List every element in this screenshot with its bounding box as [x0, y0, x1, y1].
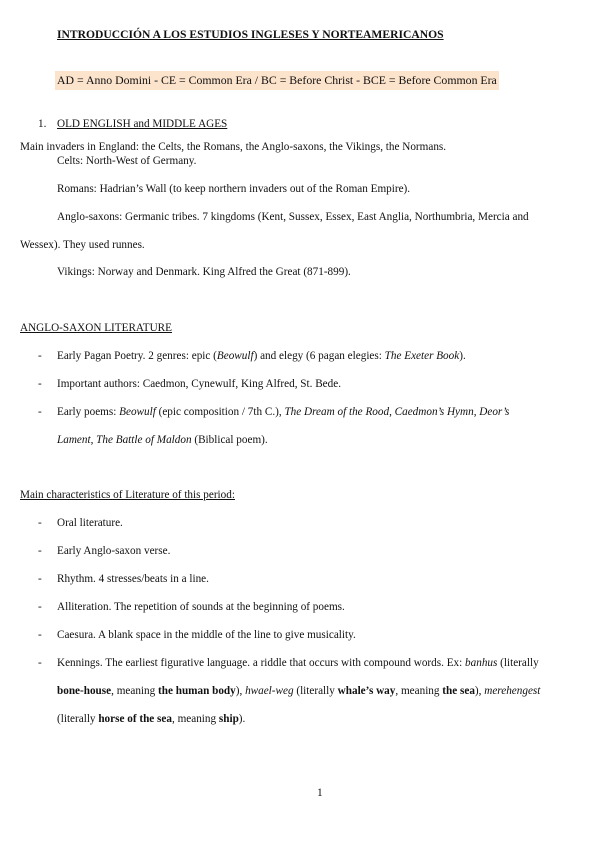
- kennings-item-continued: [57, 713, 245, 725]
- anglosaxons-line-continued: Wessex). They used runnes.: [20, 239, 145, 251]
- kenning-literal: horse of the sea: [98, 713, 172, 725]
- bullet-dash: -: [38, 573, 42, 585]
- kenning-term: banhus: [465, 657, 498, 669]
- text-run: ) and elegy (6 pagan elegies:: [253, 350, 385, 362]
- deors-lament-title: Deor’s: [479, 406, 510, 418]
- battle-of-maldon-title: The Battle of Maldon: [96, 434, 192, 446]
- characteristic-item: Caesura. A blank space in the middle of the line to give musicality.: [57, 629, 356, 641]
- bullet-dash: -: [38, 350, 42, 362]
- bullet-dash: -: [38, 657, 42, 669]
- kenning-meaning: the sea: [442, 685, 475, 697]
- text-run: (literally: [57, 713, 99, 725]
- text-run: ),: [474, 685, 485, 697]
- kenning-meaning: ship: [218, 713, 239, 725]
- kenning-meaning: the human body: [158, 685, 236, 697]
- page-number: 1: [317, 787, 323, 799]
- important-authors-item: Important authors: Caedmon, Cynewulf, King Alfred, St. Bede.: [57, 378, 341, 390]
- text-run: ,: [473, 406, 480, 418]
- text-run: (literally: [293, 685, 338, 697]
- characteristic-item: Alliteration. The repetition of sounds at the beginning of poems.: [57, 601, 345, 613]
- text-run: ).: [459, 350, 466, 362]
- era-abbreviations-note: AD = Anno Domini - CE = Common Era / BC = Before Christ - BCE = Before Common Era: [55, 71, 499, 90]
- text-run: Early Pagan Poetry. 2 genres: epic (: [57, 350, 217, 362]
- text-run: (epic composition / 7th C.),: [155, 406, 285, 418]
- caedmons-hymn-title: Caedmon’s Hymn: [394, 406, 474, 418]
- deors-lament-title: Lament: [57, 434, 91, 446]
- pagan-poetry-item: [57, 350, 466, 362]
- text-run: , meaning: [395, 685, 443, 697]
- invaders-paragraph: Main invaders in England: the Celts, the Romans, the Anglo-saxons, the Vikings, the Normans.: [20, 141, 447, 153]
- kennings-item: [57, 657, 539, 669]
- text-run: Kennings. The earliest figurative language. a riddle that occurs with compound words. Ex:: [57, 657, 466, 669]
- bullet-dash: -: [38, 629, 42, 641]
- bullet-dash: -: [38, 378, 42, 390]
- characteristic-item: Early Anglo-saxon verse.: [57, 545, 171, 557]
- bullet-dash: -: [38, 517, 42, 529]
- anglo-saxon-literature-heading: ANGLO-SAXON LITERATURE: [20, 322, 172, 334]
- section-heading-old-english: OLD ENGLISH and MIDDLE AGES: [57, 118, 228, 130]
- exeter-book-title: The Exeter Book: [384, 350, 460, 362]
- bullet-dash: -: [38, 406, 42, 418]
- celts-line: Celts: North-West of Germany.: [57, 155, 197, 167]
- text-run: Early poems:: [57, 406, 120, 418]
- text-run: (literally: [497, 657, 539, 669]
- vikings-line: Vikings: Norway and Denmark. King Alfred the Great (871-899).: [57, 266, 351, 278]
- anglosaxons-line: Anglo-saxons: Germanic tribes. 7 kingdoms (Kent, Sussex, Essex, East Anglia, Northumbria, Mercia and: [57, 211, 529, 223]
- bullet-dash: -: [38, 545, 42, 557]
- text-run: , meaning: [171, 713, 219, 725]
- bullet-dash: -: [38, 601, 42, 613]
- section-number: 1.: [38, 118, 47, 130]
- early-poems-item-continued: [57, 434, 268, 446]
- kenning-literal: whale’s way: [337, 685, 396, 697]
- characteristics-heading: Main characteristics of Literature of this period:: [20, 489, 235, 501]
- text-run: , meaning: [111, 685, 159, 697]
- characteristic-item: Oral literature.: [57, 517, 123, 529]
- text-run: ).: [238, 713, 246, 725]
- beowulf-title: Beowulf: [119, 406, 156, 418]
- characteristic-item: Rhythm. 4 stresses/beats in a line.: [57, 573, 209, 585]
- text-run: (Biblical poem).: [191, 434, 268, 446]
- text-run: ),: [235, 685, 246, 697]
- text-run: ,: [90, 434, 97, 446]
- early-poems-item: [57, 406, 509, 418]
- beowulf-title: Beowulf: [216, 350, 254, 362]
- romans-line: Romans: Hadrian’s Wall (to keep northern invaders out of the Roman Empire).: [57, 183, 411, 195]
- kenning-term: hwael-weg: [245, 685, 294, 697]
- document-title: INTRODUCCIÓN A LOS ESTUDIOS INGLESES Y NORTEAMERICANOS: [57, 28, 444, 41]
- kenning-literal: bone-house: [57, 685, 112, 697]
- kenning-term: merehengest: [484, 685, 541, 697]
- dream-of-the-rood-title: The Dream of the Rood: [284, 406, 390, 418]
- kennings-item-continued: [57, 685, 540, 697]
- text-run: ,: [389, 406, 395, 418]
